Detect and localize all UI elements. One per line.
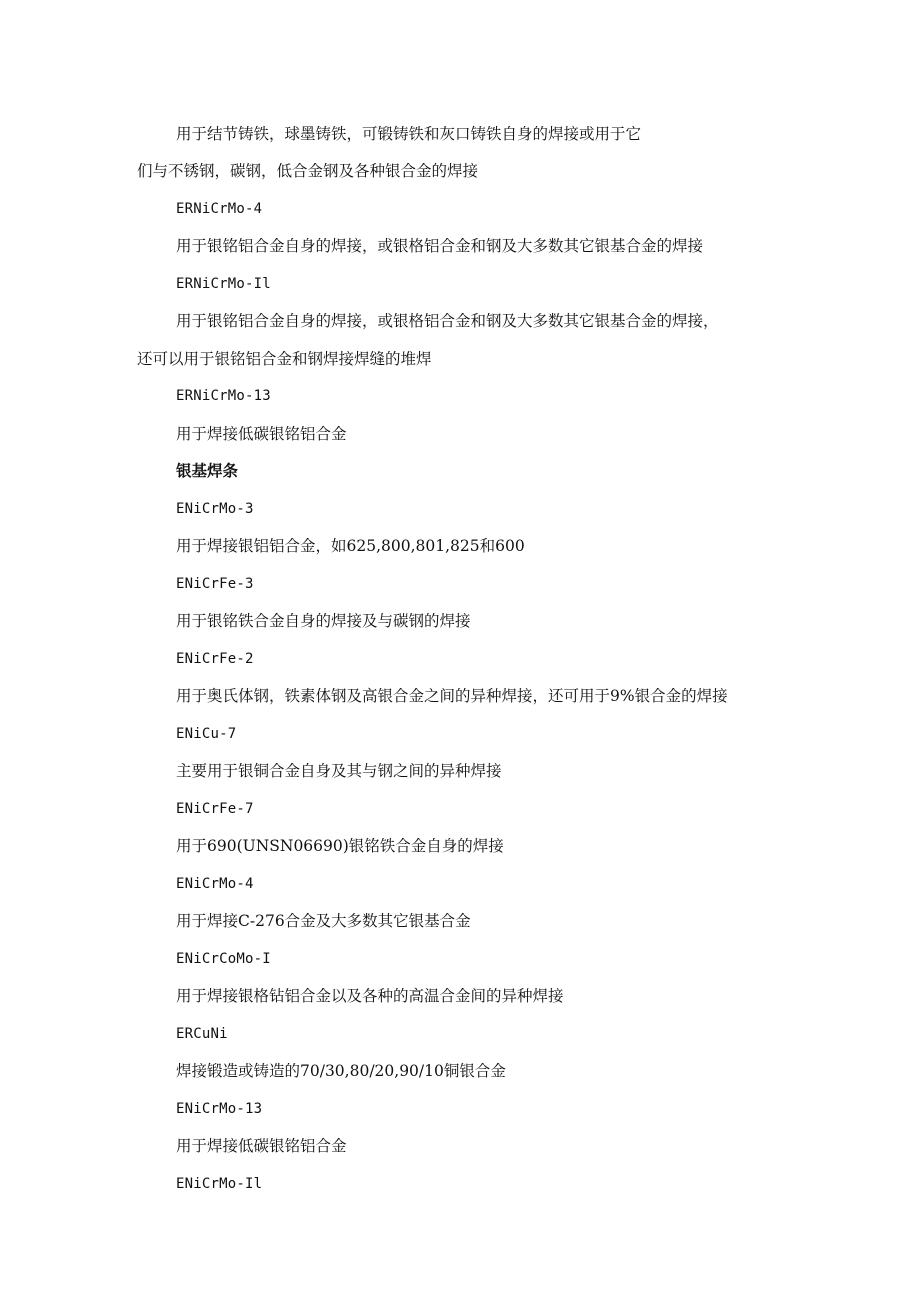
paragraph-line: 用于银铭铝合金自身的焊接，或银格铝合金和钢及大多数其它银基合金的焊接 [176, 237, 704, 255]
paragraph-line: 用于焊接低碳银铭铝合金 [176, 1137, 347, 1155]
paragraph-line: 用于奥氏体钢，铁素体钢及高银合金之间的异种焊接，还可用于9%银合金的焊接 [176, 687, 728, 705]
paragraph-line: 用于焊接C-276合金及大多数其它银基合金 [176, 912, 471, 930]
alloy-code: ERCuNi [176, 1026, 228, 1042]
paragraph-line: 还可以用于银铭铝合金和钢焊接焊缝的堆焊 [137, 350, 432, 368]
alloy-code: ERNiCrMo-4 [176, 201, 263, 217]
alloy-code: ENiCrMo-Il [176, 1176, 263, 1192]
paragraph-line: 主要用于银铜合金自身及其与钢之间的异种焊接 [176, 762, 502, 780]
alloy-code: ENiCrMo-4 [176, 876, 254, 892]
paragraph-line: 用于结节铸铁，球墨铸铁，可锻铸铁和灰口铸铁自身的焊接或用于它 [176, 125, 642, 143]
paragraph-line: 用于焊接银铝铝合金，如625,800,801,825和600 [176, 537, 525, 555]
alloy-code: ENiCu-7 [176, 726, 237, 742]
alloy-code: ENiCrFe-3 [176, 576, 254, 592]
paragraph-line: 们与不锈钢，碳钢，低合金钢及各种银合金的焊接 [137, 162, 479, 180]
paragraph-line: 用于银铭铁合金自身的焊接及与碳钢的焊接 [176, 612, 471, 630]
paragraph-line: 用于690(UNSN06690)银铭铁合金自身的焊接 [176, 837, 504, 855]
paragraph-line: 用于焊接低碳银铭铝合金 [176, 425, 347, 443]
alloy-code: ENiCrCoMo-I [176, 951, 271, 967]
alloy-code: ERNiCrMo-Il [176, 276, 271, 292]
alloy-code: ENiCrMo-3 [176, 501, 254, 517]
section-heading: 银基焊条 [176, 461, 239, 480]
paragraph-line: 焊接锻造或铸造的70/30,80/20,90/10铜银合金 [176, 1062, 506, 1080]
alloy-code: ENiCrFe-2 [176, 651, 254, 667]
paragraph-line: 用于银铭铝合金自身的焊接，或银格铝合金和钢及大多数其它银基合金的焊接， [176, 312, 719, 330]
alloy-code: ERNiCrMo-13 [176, 388, 271, 404]
alloy-code: ENiCrFe-7 [176, 801, 254, 817]
paragraph-line: 用于焊接银格钻铝合金以及各种的高温合金间的异种焊接 [176, 987, 564, 1005]
alloy-code: ENiCrMo-13 [176, 1101, 263, 1117]
